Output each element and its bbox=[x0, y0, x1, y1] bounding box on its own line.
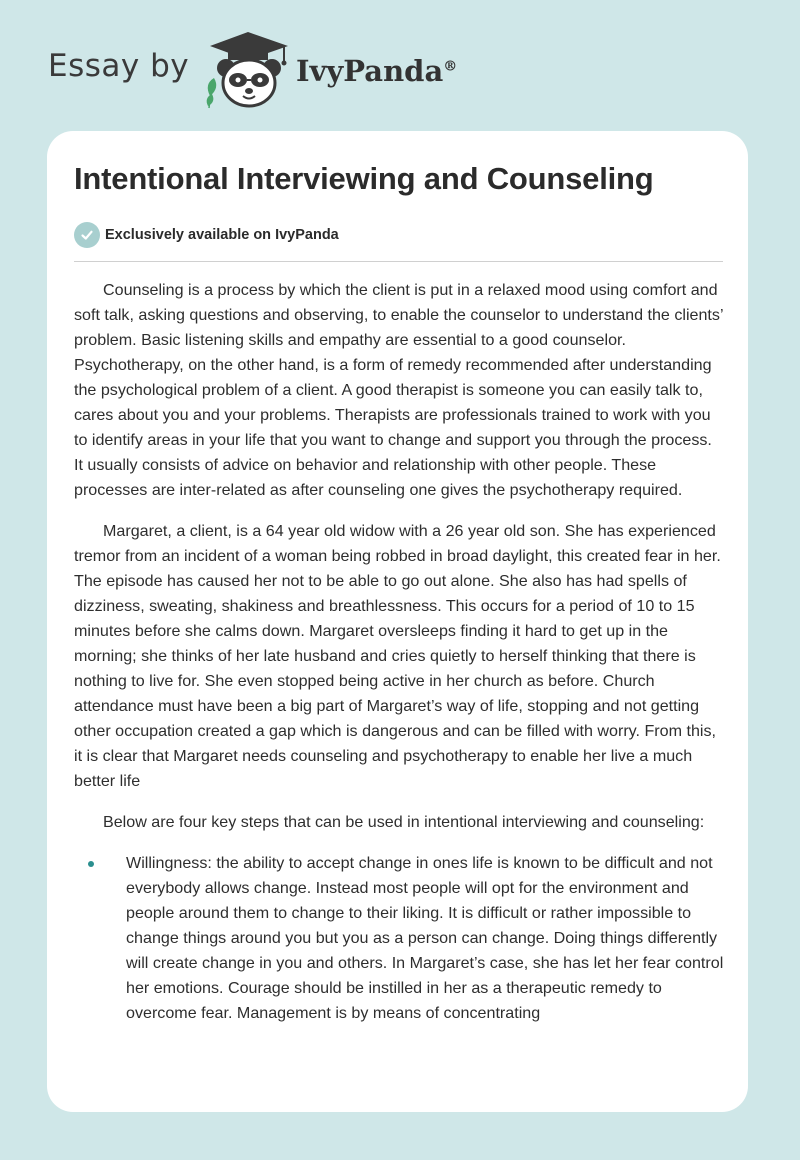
panda-graduate-logo[interactable] bbox=[200, 28, 300, 110]
badge-text: Exclusively available on IvyPanda bbox=[105, 227, 339, 243]
page-title: Intentional Interviewing and Counseling bbox=[74, 161, 654, 196]
paragraph: Below are four key steps that can be used in intentional interviewing and counseling: bbox=[103, 813, 705, 831]
check-icon bbox=[74, 222, 100, 248]
essay-card bbox=[47, 131, 748, 1112]
key-steps-list bbox=[74, 851, 724, 1026]
brand-name-text: IvyPanda bbox=[296, 54, 444, 88]
divider bbox=[74, 261, 723, 262]
bullet-icon bbox=[88, 861, 94, 867]
registered-mark: ® bbox=[443, 58, 458, 75]
list-item bbox=[74, 851, 724, 1026]
exclusive-badge bbox=[74, 222, 339, 248]
list-item-text: Willingness: the ability to accept change in ones life is known to be difficult and not everybody allows change. Instead most people will opt for the environment and people around them to change to their liking. It is difficult or rather impossible to change things around you but you as a person can change. Doing things differently will create change in you and others. In Margaret’s case, she has let her fear control her emotions. Courage should be instilled in her as a therapeutic remedy to overcome fear. Management is by means of concentrating bbox=[126, 854, 724, 1022]
site-header bbox=[0, 0, 800, 130]
brand-name[interactable] bbox=[296, 54, 457, 88]
paragraph: Margaret, a client, is a 64 year old widow with a 26 year old son. She has experienced tremor from an incident of a woman being robbed in broad daylight, this created fear in her. The episode has caused her not to be able to go out alone. She also has had spells of dizziness, sweating, shakiness and breathlessness. This occurs for a period of 10 to 15 minutes before she calms down. Margaret oversleeps finding it hard to get up in the morning; she thinks of her late husband and cries quietly to herself thinking that there is nothing to live for. She even stopped being active in her church as before. Church attendance must have been a big part of Margaret’s way of life, stopping and not getting other occupation created a gap which is dangerous and can be filled with worry. From this, it is clear that Margaret needs counseling and psychotherapy to enable her live a much better life bbox=[74, 522, 721, 790]
essay-by-label: Essay by bbox=[48, 48, 190, 84]
paragraph: Counseling is a process by which the client is put in a relaxed mood using comfort and soft talk, asking questions and observing, to enable the counselor to understand the clients’ problem. Basic listening skills and empathy are essential to a good counselor. Psychotherapy, on the other hand, is a form of remedy recommended after understanding the psychological problem of a client. A good therapist is someone you can easily talk to, cares about you and your problems. Therapists are professionals trained to work with you to identify areas in your life that you want to change and support you through the process. It usually consists of advice on behavior and relationship with other people. These processes are inter-related as after counseling one gives the psychotherapy required. bbox=[74, 281, 723, 499]
essay-body bbox=[74, 278, 724, 1026]
